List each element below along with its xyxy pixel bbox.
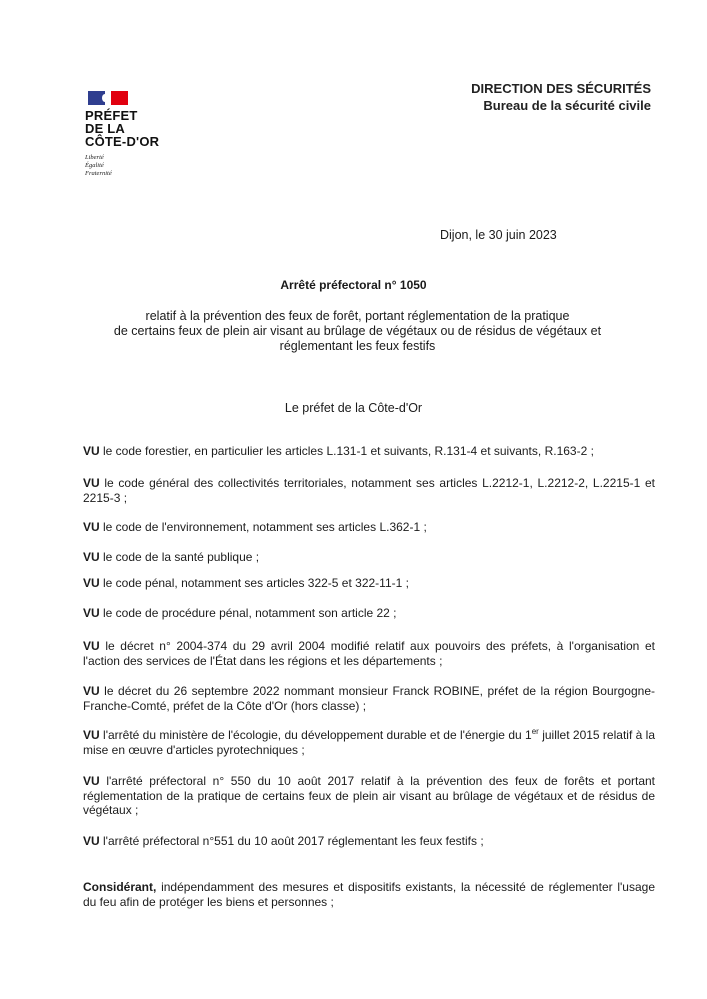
arrete-title: Arrêté préfectoral n° 1050 [280, 278, 427, 292]
visa-paragraph: VU le code de l'environnement, notamment ses articles L.362-1 ; [83, 520, 427, 534]
bureau-title: Bureau de la sécurité civile [483, 98, 651, 113]
visa-paragraph: VU le code de procédure pénal, notamment son article 22 ; [83, 606, 397, 620]
prefet-name: PRÉFET DE LA CÔTE-D'OR [85, 108, 160, 149]
visa-paragraph: VU le code forestier, en particulier les articles L.131-1 et suivants, R.131-4 et suivants, R.163-2 ; [83, 444, 594, 458]
visa-paragraph: VU le décret n° 2004-374 du 29 avril 2004 modifié relatif aux pouvoirs des préfets, à l'organisation et l'action des services de l'État dans les régions et les départements ; [83, 639, 655, 668]
direction-title: DIRECTION DES SÉCURITÉS [471, 81, 651, 96]
visa-paragraph: VU le code général des collectivités territoriales, notamment ses articles L.2212-1, L.2212-2, L.2215-1 et 2215-3 ; [83, 476, 655, 505]
visa-paragraph: VU l'arrêté du ministère de l'écologie, du développement durable et de l'énergie du 1er juillet 2015 relatif à la mise en œuvre d'articles pyrotechniques ; [83, 727, 655, 757]
visa-paragraph: VU le décret du 26 septembre 2022 nommant monsieur Franck ROBINE, préfet de la région Bourgogne-Franche-Comté, préfet de la Côte d'Or (hors classe) ; [83, 684, 655, 713]
visa-paragraph: VU le code pénal, notamment ses articles 322-5 et 322-11-1 ; [83, 576, 409, 590]
visa-paragraph: VU l'arrêté préfectoral n°551 du 10 août 2017 réglementant les feux festifs ; [83, 834, 484, 848]
visa-paragraph: VU le code de la santé publique ; [83, 550, 260, 564]
marianne-flag-icon [88, 91, 128, 105]
direction-header [471, 80, 651, 114]
considerant-paragraph: Considérant, indépendamment des mesures et dispositifs existants, la nécessité de réglementer l'usage du feu afin de protéger les biens et personnes ; [83, 880, 655, 909]
arrete-subtitle: relatif à la prévention des feux de forêt, portant réglementation de la pratique de certains feux de plein air visant au brûlage de végétaux ou de résidus de végétaux et réglementant les feux festifs [113, 309, 602, 353]
document-date: Dijon, le 30 juin 2023 [440, 228, 557, 242]
motto: Liberté Égalité Fraternité [85, 154, 112, 177]
prefecture-logo [85, 91, 205, 178]
prefet-heading: Le préfet de la Côte-d'Or [284, 401, 423, 415]
visa-paragraph: VU l'arrêté préfectoral n° 550 du 10 août 2017 relatif à la prévention des feux de forêts et portant réglementation de la pratique de certains feux de plein air visant au brûlage de végétaux et de résidus de végétaux ; [83, 774, 655, 817]
